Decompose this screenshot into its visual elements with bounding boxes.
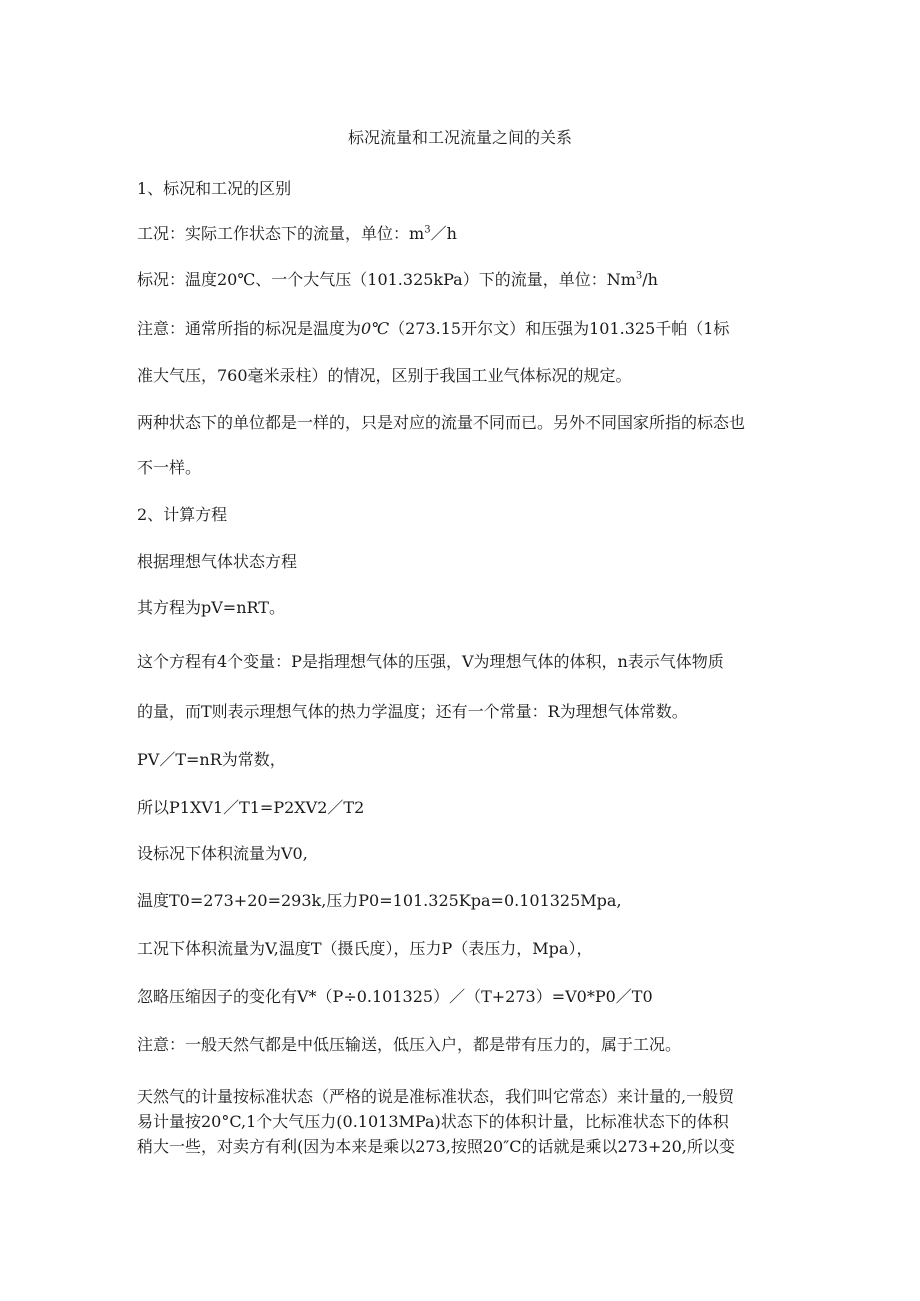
unit-exponent: 3 — [424, 224, 431, 236]
document-title: 标况流量和工况流量之间的关系 — [347, 128, 572, 147]
variables-line-1: 这个方程有4个变量：P是指理想气体的压强，V为理想气体的体积，n表示气体物质 — [137, 652, 724, 671]
compression-factor-line: 忽略压缩因子的变化有V*（P÷0.101325）／（T+273）=V0*P0／T0 — [137, 987, 653, 1006]
variables-line-2: 的量，而T则表示理想气体的热力学温度；还有一个常量：R为理想气体常数。 — [137, 702, 688, 721]
note-1-line-1 — [137, 317, 729, 341]
standard-temp-pressure-line: 温度T0=273+20=293k,压力P0=101.325Kpa=0.101325Mpa, — [137, 891, 622, 910]
ratio-equation-line: 所以P1XV1／T1=P2XV2／T2 — [137, 798, 365, 817]
standard-condition-text: 标况：温度20℃、一个大气压（101.325kPa）下的流量，单位：Nm — [137, 270, 636, 289]
units-paragraph-line-1: 两种状态下的单位都是一样的，只是对应的流量不同而已。另外不同国家所指的标态也 — [137, 413, 746, 432]
note-1-line-2: 准大气压，760毫米汞柱）的情况，区别于我国工业气体标况的规定。 — [137, 366, 632, 385]
working-condition-unit-tail: ／h — [430, 224, 457, 243]
working-condition-text: 工况：实际工作状态下的流量，单位：m — [137, 224, 425, 243]
ideal-gas-intro: 根据理想气体状态方程 — [137, 552, 298, 571]
working-condition-definition — [137, 222, 457, 246]
pv-over-t-line: PV／T=nR为常数， — [137, 750, 286, 769]
section-2-heading: 2、计算方程 — [137, 505, 228, 524]
note-1-suffix: （273.15开尔文）和压强为101.325千帕（1标 — [389, 319, 730, 338]
gas-metering-line-1: 天然气的计量按标准状态（严格的说是准标准状态，我们叫它常态）来计量的,一般贸 — [137, 1087, 735, 1106]
note-1-prefix: 注意：通常所指的标况是温度为 — [137, 319, 362, 338]
standard-condition-unit-tail: /h — [642, 270, 658, 289]
working-volume-line: 工况下体积流量为V,温度T（摄氏度），压力P（表压力，Mpa）， — [137, 939, 593, 958]
standard-volume-line: 设标况下体积流量为V0, — [137, 844, 308, 863]
ideal-gas-equation: 其方程为pV=nRT。 — [137, 598, 285, 617]
gas-metering-line-3: 稍大一些，对卖方有利(因为本来是乘以273,按照20″C的话就是乘以273+20,所以变 — [137, 1137, 735, 1156]
note-2-line: 注意：一般天然气都是中低压输送，低压入户，都是带有压力的，属于工况。 — [137, 1035, 682, 1054]
unit-exponent: 3 — [635, 270, 643, 282]
note-1-temperature: 0℃ — [361, 319, 390, 338]
gas-metering-line-2: 易计量按20°C,1个大气压力(0.1013MPa)状态下的体积计量，比标准状态下的体积 — [137, 1112, 729, 1131]
standard-condition-definition — [137, 268, 658, 292]
section-1-heading: 1、标况和工况的区别 — [137, 179, 292, 198]
units-paragraph-line-2: 不一样。 — [137, 458, 202, 477]
